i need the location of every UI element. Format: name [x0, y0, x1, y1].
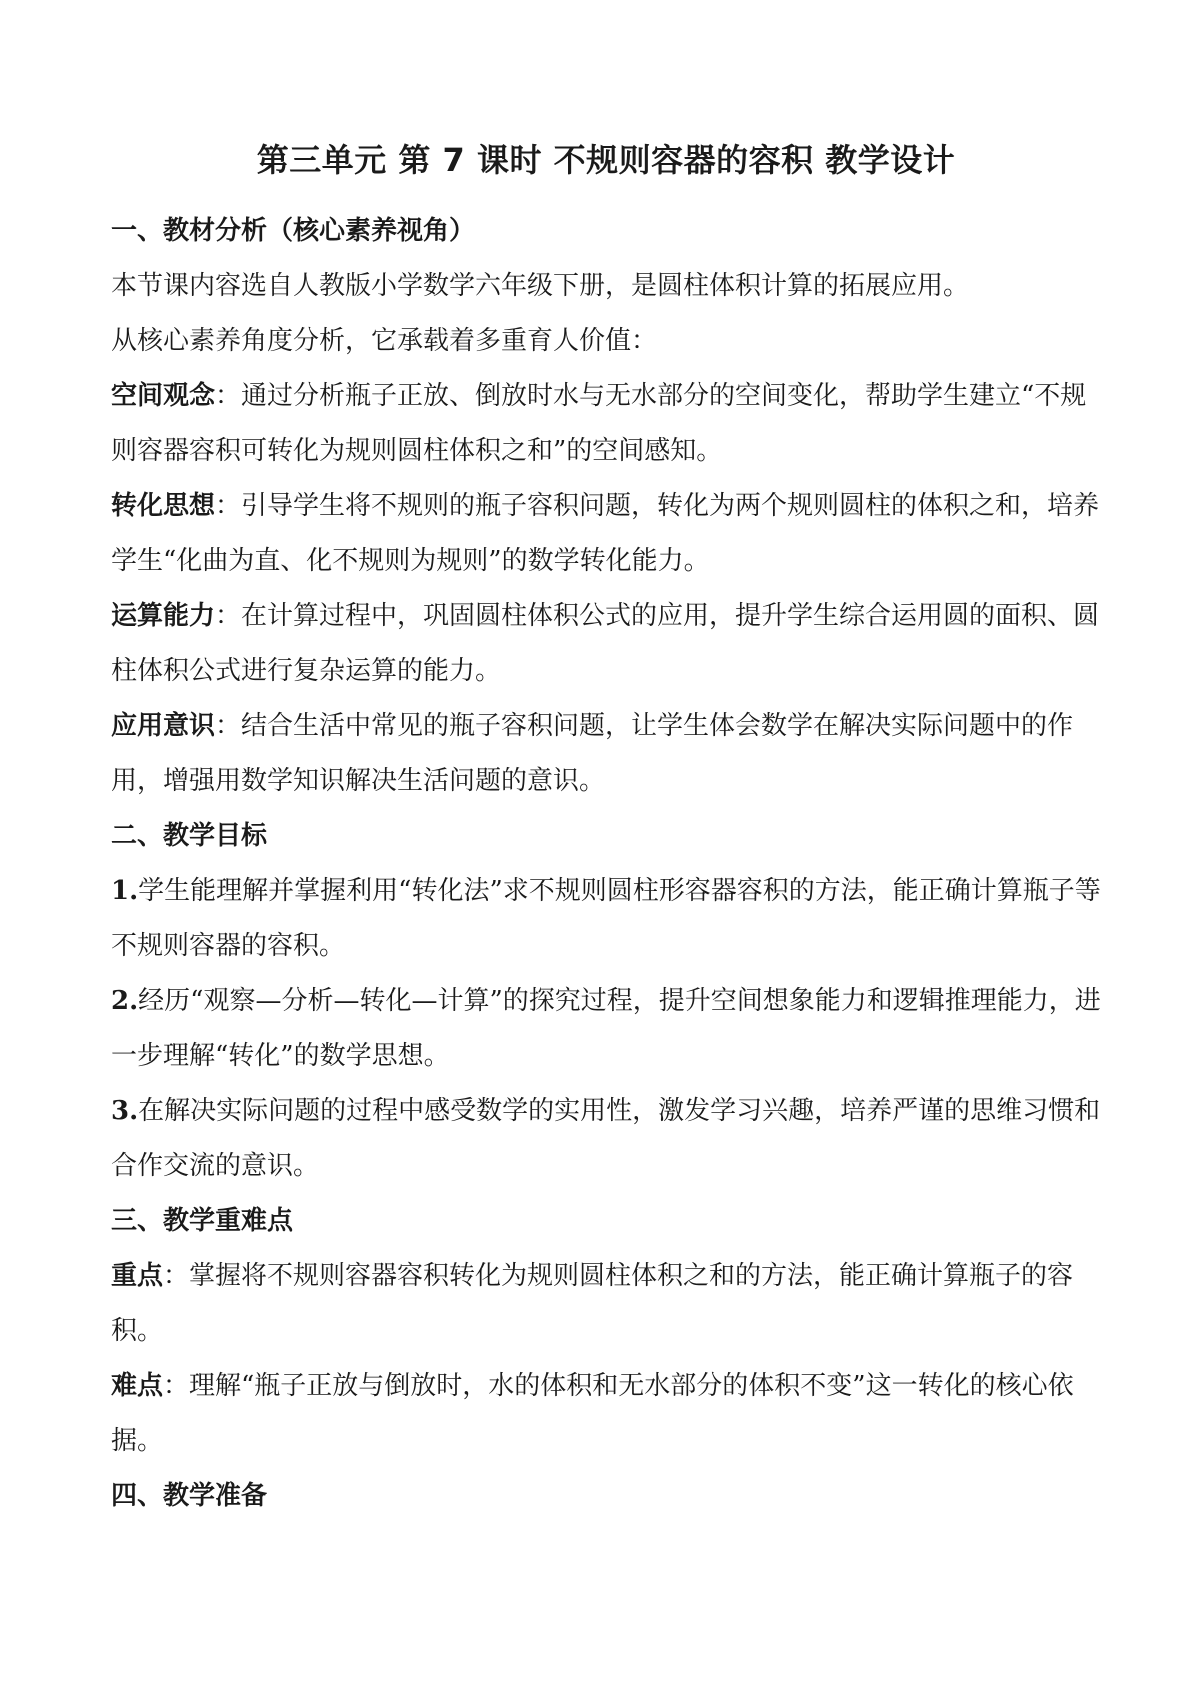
paragraph-label: 转化思想: [111, 491, 216, 521]
paragraph-key-point: [111, 1249, 1101, 1359]
paragraph-transformation-idea: [111, 479, 1101, 589]
paragraph-label: 运算能力: [111, 601, 216, 631]
section-textbook-analysis: [111, 204, 1101, 809]
section-teaching-preparation: [111, 1469, 1101, 1524]
paragraph-text: ：通过分析瓶子正放、倒放时水与无水部分的空间变化，帮助学生建立“不规则容器容积可转化为规则圆柱体积之和”的空间感知。: [111, 381, 1087, 466]
objective-number: 1.: [111, 876, 139, 906]
objective-number: 2.: [111, 986, 139, 1016]
document-page: [111, 138, 1101, 1524]
paragraph-text: 本节课内容选自人教版小学数学六年级下册，是圆柱体积计算的拓展应用。: [111, 271, 970, 301]
objective-item: [111, 1084, 1101, 1194]
paragraph-text: ：引导学生将不规则的瓶子容积问题，转化为两个规则圆柱的体积之和，培养学生“化曲为直、化不规则为规则”的数学转化能力。: [111, 491, 1100, 576]
section-key-difficult-points: [111, 1194, 1101, 1469]
paragraph-text: 从核心素养角度分析，它承载着多重育人价值：: [111, 326, 658, 356]
objective-text: 在解决实际问题的过程中感受数学的实用性，激发学习兴趣，培养严谨的思维习惯和合作交流的意识。: [111, 1096, 1101, 1181]
paragraph-spatial-concept: [111, 369, 1101, 479]
paragraph-computation-ability: [111, 589, 1101, 699]
document-title: 第三单元 第 7 课时 不规则容器的容积 教学设计: [256, 141, 956, 179]
objective-text: 学生能理解并掌握利用“转化法”求不规则圆柱形容器容积的方法，能正确计算瓶子等不规则容器的容积。: [111, 876, 1101, 961]
section-heading: 三、教学重难点: [111, 1206, 294, 1236]
paragraph-label: 空间观念: [111, 381, 216, 411]
paragraph-label: 重点: [111, 1261, 164, 1291]
objective-text: 经历“观察—分析—转化—计算”的探究过程，提升空间想象能力和逻辑推理能力，进一步理解“转化”的数学思想。: [111, 986, 1101, 1071]
section-heading: 二、教学目标: [111, 821, 268, 851]
paragraph-text: ：掌握将不规则容器容积转化为规则圆柱体积之和的方法，能正确计算瓶子的容积。: [111, 1261, 1074, 1346]
section-teaching-objectives: [111, 809, 1101, 1194]
paragraph-text: ：结合生活中常见的瓶子容积问题，让学生体会数学在解决实际问题中的作用，增强用数学知识解决生活问题的意识。: [111, 711, 1074, 796]
paragraph-text: ：理解“瓶子正放与倒放时，水的体积和无水部分的体积不变”这一转化的核心依据。: [111, 1371, 1074, 1456]
section-heading: 四、教学准备: [111, 1481, 268, 1511]
paragraph-intro: [111, 259, 1101, 314]
objective-item: [111, 864, 1101, 974]
paragraph-label: 难点: [111, 1371, 164, 1401]
objective-item: [111, 974, 1101, 1084]
paragraph-intro-2: [111, 314, 1101, 369]
objective-number: 3.: [111, 1096, 139, 1126]
section-heading: 一、教材分析（核心素养视角）: [111, 216, 476, 246]
paragraph-text: ：在计算过程中，巩固圆柱体积公式的应用，提升学生综合运用圆的面积、圆柱体积公式进行复杂运算的能力。: [111, 601, 1100, 686]
paragraph-application-awareness: [111, 699, 1101, 809]
paragraph-label: 应用意识: [111, 711, 216, 741]
paragraph-difficult-point: [111, 1359, 1101, 1469]
